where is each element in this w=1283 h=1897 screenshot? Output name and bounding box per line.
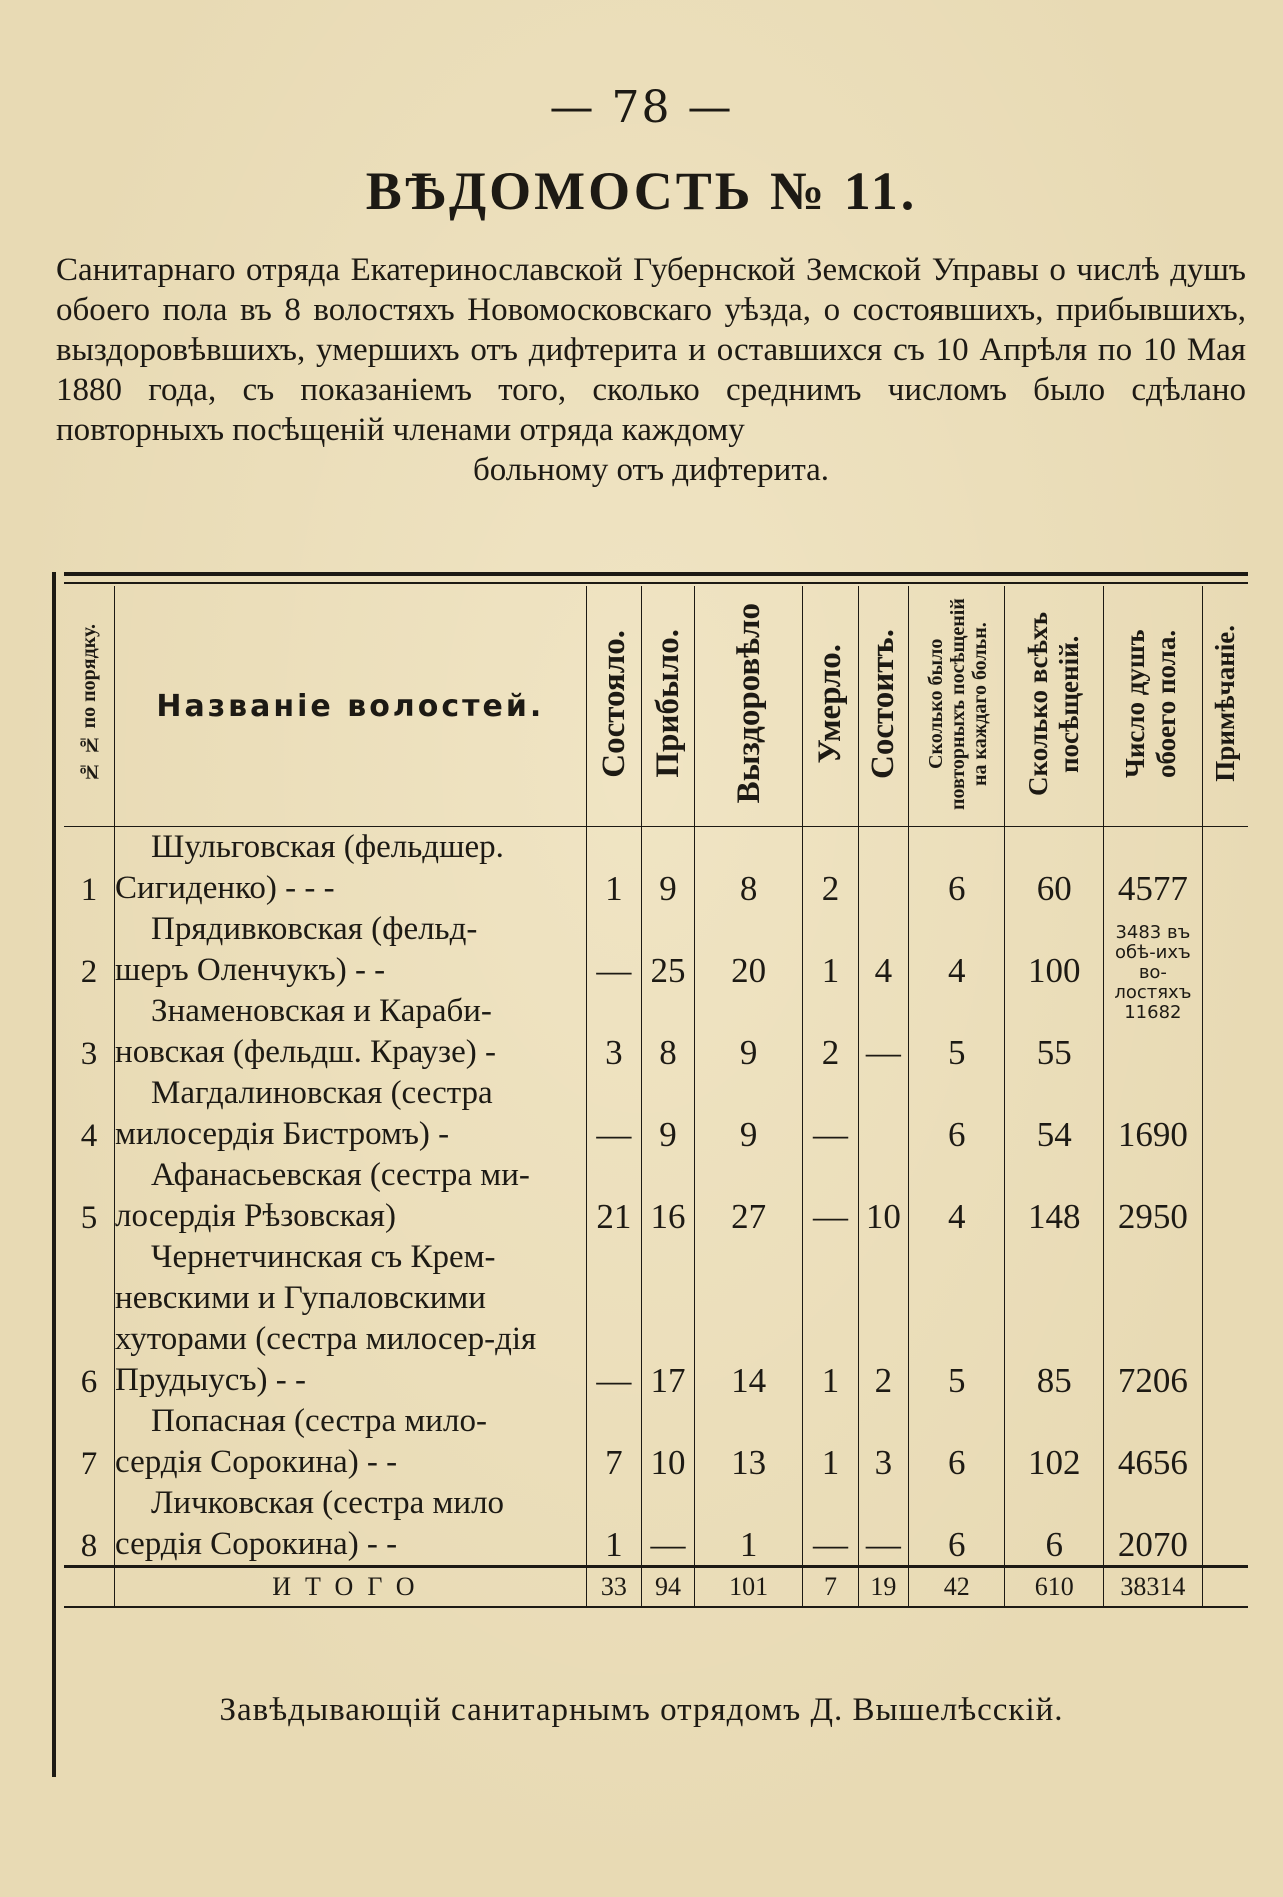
header-pribylo: Прибыло. bbox=[642, 586, 695, 827]
header-primechanie: Примѣчаніе. bbox=[1202, 586, 1248, 827]
header-vsego: Сколько всѣхъ посѣщеній. bbox=[1005, 586, 1104, 827]
signature-line: Завѣдывающій санитарнымъ отрядомъ Д. Вышелѣсскій. bbox=[219, 1692, 1064, 1728]
header-povtornyh: Сколько было повторныхъ посѣщеній на каждаго больн. bbox=[909, 586, 1005, 827]
intro-text: Санитарнаго отряда Екатеринославской Губернской Земской Управы о числѣ душъ обоего пола въ 8 волостяхъ Новомосковскаго уѣзда, о состоявшихъ, прибывшихъ, выздоровѣвшихъ, умершихъ отъ дифтерита и оставшихся съ 10 Апрѣля по 10 Мая 1880 года, съ показаніемъ того, сколько среднимъ числомъ было сдѣлано повторныхъ посѣщеній членами отряда каждому bbox=[56, 252, 1246, 448]
table-row: 3 Знаменовская и Караби- новская (фельдш. Краузе) - 3 8 9 2 — 5 55 bbox=[64, 991, 1248, 1073]
header-vyzdorovelo: Выздоровѣло bbox=[694, 586, 802, 827]
header-name: Названіе волостей. bbox=[115, 586, 587, 827]
page-number: — 78 — bbox=[549, 82, 734, 133]
table-top-rule bbox=[64, 572, 1248, 576]
table-row: 4 Магдалиновская (сестра милосердія Бистромъ) - — 9 9 — 6 54 1690 bbox=[64, 1073, 1248, 1155]
table-row: 6 Чернетчинская съ Крем- невскими и Гупаловскими хуторами (сестра милосер-дія Прудыусъ) - - — 17 14 1 2 5 85 7206 bbox=[64, 1237, 1248, 1401]
header-umerlo: Умерло. bbox=[803, 586, 858, 827]
document-title: ВѢДОМОСТЬ № 11. bbox=[365, 161, 918, 221]
header-sostoyalo: Состояло. bbox=[586, 586, 641, 827]
header-dush: Число душъ обоего пола. bbox=[1104, 586, 1203, 827]
table-row: 2 Прядивковская (фельд- шеръ Оленчукъ) - - — 25 20 1 4 4 100 3483 въ обѣ-ихъ во-лостяхъ 11682 bbox=[64, 909, 1248, 991]
table-row: 5 Афанасьевская (сестра ми- лосердія Рѣзовская) 21 16 27 — 10 4 148 2950 bbox=[64, 1155, 1248, 1237]
intro-last-line: больному отъ дифтерита. bbox=[472, 452, 830, 488]
left-frame-rule bbox=[52, 572, 56, 1777]
total-label: ИТОГО bbox=[115, 1567, 587, 1608]
table-row: 7 Попасная (сестра мило- сердія Сорокина) - - 7 10 13 1 3 6 102 4656 bbox=[64, 1401, 1248, 1483]
table-total-row: ИТОГО 33 94 101 7 19 42 610 38314 bbox=[64, 1567, 1248, 1608]
header-sostoit: Состоитъ. bbox=[858, 586, 909, 827]
intro-paragraph bbox=[56, 250, 1246, 490]
statement-table bbox=[64, 586, 1248, 1608]
table-header-row bbox=[64, 586, 1248, 827]
table-row: 8 Личковская (сестра мило сердія Сорокина) - - 1 — 1 — — 6 6 2070 bbox=[64, 1483, 1248, 1567]
table-row: 1 Шульговская (фельдшер. Сигиденко) - - - 1 9 8 2 6 60 4577 bbox=[64, 827, 1248, 910]
table-top-rule-thin bbox=[64, 582, 1248, 584]
header-num: № № по порядку. bbox=[64, 586, 115, 827]
